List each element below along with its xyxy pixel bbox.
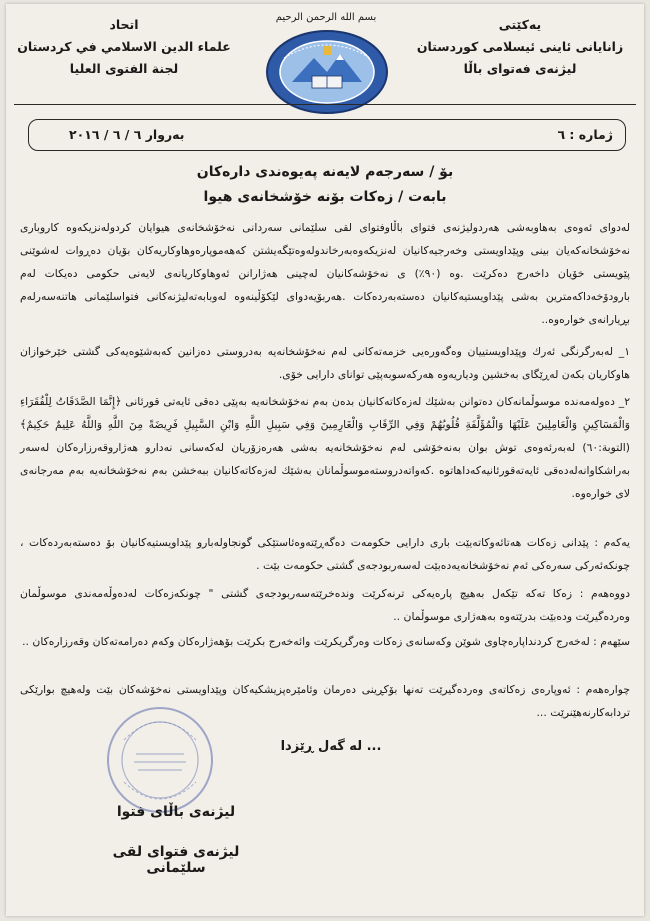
header-divider [14,104,636,105]
condition-fourth: چوارەهەم : ئەوپارەی زەكاتەی وەردەگیرێت تەنها بۆكڕینی دەرمان وئامێرەپزیشكیەكان وپێداویستی نەخۆشەكان بێت ولەهیچ بوارێكی تردابەكارنەهێنرێت ... [20,683,630,719]
header-kurdish-line-1: يەكێتی [498,17,542,32]
header-arabic [14,14,234,80]
header-kurdish-line-3: لیژنەی فەتوای باڵا [463,61,577,76]
header-arabic-line-3: لجنة الفتوى العليا [69,61,179,76]
subject-line: بابەت / زەكات بۆنە خۆشخانەی هیوا [203,189,447,205]
header-kurdish [410,14,630,80]
basmala: بسم الله الرحمن الرحيم [275,12,377,23]
signature-committee-high: لیژنەی باڵای فتوا [116,804,236,820]
signature-committee-branch: لیژنەی فتوای لقی سلێمانی [112,844,240,876]
paragraph-point-1: ١_ لەبەرگرنگی ئەرك وپێداویستییان وەگەورەیی خزمەتەكانی لەم نەخۆشخانەیە بەدروستی دەزانین كەبەشێوەیەكی گشتی خێرخوازان هاوكاریان بكەن لەڕێگای بەخشین ودیاریەوە هەركەسوبەپێی توانای دارایی خۆی. [20,345,630,381]
union-emblem-logo [264,28,390,116]
addressee-line: بۆ / سەرجەم لایەنە پەیوەندی دارەكان [196,164,454,180]
header-arabic-line-2: علماء الدين الاسلامي في كردستان [17,39,231,54]
reference-box [28,119,626,151]
official-seal-stamp [104,704,216,816]
reference-date: بەروار ٦ / ٦ / ٢٠١٦ [69,127,185,142]
paragraph-point-2: ٢_ دەولەمەندە موسوڵمانەكان دەتوانن بەشێك لەزەكاتەكانیان بدەن بەم نەخۆشخانەیە بەپێی دەقی ئایەتی قورئانی ﴿إِنَّمَا الصَّدَقَاتُ لِلْفُقَرَاءِ وَالْمَسَاكِينِ وَالْعَامِلِينَ عَلَيْهَا وَالْمُؤَلَّفَةِ قُلُوبُهُمْ وَفِي الرِّقَابِ وَالْغَارِمِينَ وَفِي سَبِيلِ اللَّهِ وَابْنِ السَّبِيلِ فَرِيضَةً مِنَ اللَّهِ وَاللَّهُ عَلِيمٌ حَكِيمٌ﴾ (التوبة:٦٠) لەبەرئەوەی توش بوان بەنەخۆشی لەم نەخۆشخانەیە بەشی هەرەزۆریان لەكەسانی نەدارو هەژاروقەرزارەكان لەسەر بەراشكاوانەلەدەقی ئایەتەقورئانیەكەداهاتوە .كەواتەدروستەموسوڵمانان بەشێك لەزەكاتەكانیان ببەخشن بەم نەخۆشخانەیە بەم مەرجانەی لای خوارەوە. [20,395,630,500]
condition-first: یەكەم : پێدانی زەكات هەتائەوكاتەیێت باری دارایی حكومەت دەگەڕێتەوەئاستێكی گونجاولەبارو پێداویستیەكانیان بۆ دەستەبەردەكات ، چونكەئەركی سەرەكی ئەم نەخۆشخانەیەدەبێت لەسەربودجەی گشتی حكومەت بێت . [20,536,630,572]
letter-page [6,4,644,916]
condition-second: دووەهەم : زەكا تەكە تێكەل بەهیچ پارەیەكی ترنەكرێت وندەخرێتەسەربودجەی گشتی " چونكەزەكات لەدەوڵەمەندی موسوڵمان وەردەگیرێت ودەبێت بدرێتەوە بەهەژاری موسوڵمان .. [20,587,630,623]
header-kurdish-line-2: زانایانی ئاینی ئیسلامی كوردستان [416,39,624,54]
header-arabic-line-1: اتحاد [109,17,139,32]
paragraph-intro: لەدوای ئەوەی بەهاوبەشی هەردولیژنەی فتوای باڵاوفتوای لقی سلێمانی سەردانی نەخۆشخانەی هیوایان كردولەنزیكەوە كاروباری نەخۆشخانەكەیان بینی وپێداویستی وخەرجیەكانیان لەنزیكەوەبەرخاندولەوەتێگەیشتن كەهەموپارەوهاوكاریەكان بۆیان دەڕوات لەشوێنی پێویستی خۆیان داخەرج دەكرێت .وە (٩٠٪) ی نەخۆشەكانیان لەچینی هەژارانن ئەوهاوكاریانەی لایەنی حكومی دەیكات لەم بارودۆخەداكەمترین بەشی پێداویستیەكانیان دەستەبەردەكات .هەربۆیەدوای لێكۆڵینەوە لەوبابەتەلیژنەكانی فتواسلێمانی هاتنەسەرلەم بڕیارانەی خوارەوە.. [20,221,630,326]
closing-regards: لە گەل ڕێزدا ... [280,739,382,754]
reference-number: ژمارە : ٦ [557,127,613,142]
condition-third: سێهەم : لەخەرج كردنداپارەچاوی شوێن وكەسانەی زەكات وەرگریكرێت وائەخەرج بكرێت بۆهەژارەكان وكەم دەرامەتەكان وقەرزارەكان .. [22,635,630,648]
